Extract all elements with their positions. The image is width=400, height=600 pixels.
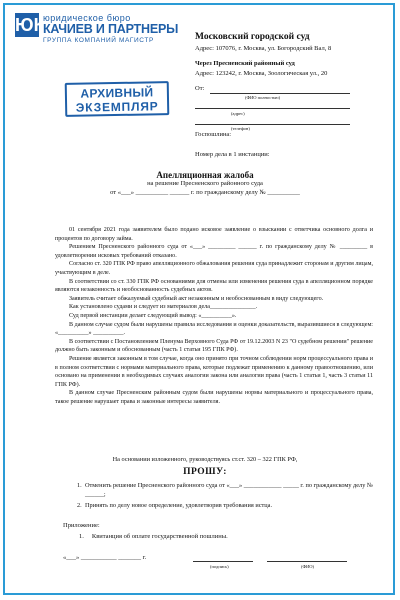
fio-line <box>210 93 350 94</box>
state-duty-label: Госпошлина: <box>195 131 232 138</box>
paragraph: 01 сентября 2021 года заявителем было подано исковое заявление о взыскании с ответчика основного долга и процентов по договору займа. <box>55 227 373 242</box>
document-title: Апелляционная жалоба <box>156 170 254 180</box>
logo-tagline-top: юридическое бюро <box>43 13 131 23</box>
from-label: От: <box>195 85 205 92</box>
paragraph: В данном случае Пресненским районным судом были нарушены нормы материального и процессуального права, такое решение нарушает права и законные интересы заявителя. <box>55 390 373 405</box>
fio-hint: (ФИО полностью) <box>245 95 281 100</box>
address-line <box>195 108 350 109</box>
request-item-1: 1. Отменить решение Пресненского районного суда от «___» ____________ _____ г. по гражданскому делу № ______; <box>77 482 373 498</box>
basis-line: На основании изложенного, руководствуясь ст.ст. 320 – 322 ГПК РФ, <box>112 456 298 463</box>
request-item-2: 2. Принять по делу новое определение, удовлетворив требования истца. <box>77 502 273 509</box>
complaint-body <box>55 226 373 406</box>
document-page <box>3 3 395 595</box>
case-number-label: Номер дела в 1 инстанции: <box>195 151 270 158</box>
court-address: Адрес: 107076, г. Москва, ул. Богородский Вал, 8 <box>195 45 332 52</box>
address-hint: (адрес) <box>231 111 245 116</box>
request-text: Отменить решение Пресненского районного суда от «___» ____________ _____ г. по гражданскому делу № ______; <box>85 482 373 498</box>
document-subtitle-1: на решение Пресненского районного суда <box>147 180 263 187</box>
paragraph: В данном случае судом были нарушены правила исследования и оценки доказательств, выразившиеся в следующем: «__________» __________. <box>55 321 373 337</box>
via-court-name: Через Пресненский районный суд <box>195 60 295 67</box>
request-heading: ПРОШУ: <box>183 467 227 477</box>
attachment-item: 1. Квитанция об оплате государственной пошлины. <box>79 533 228 540</box>
phone-hint: (телефон) <box>231 126 250 131</box>
logo-tagline-bottom: ГРУППА КОМПАНИЙ МАГИСТР <box>43 37 154 44</box>
via-court-address: Адрес: 123242, г. Москва, Зоологическая ул., 20 <box>195 70 328 77</box>
stamp-line-2: ЭКЗЕМПЛЯР <box>75 99 159 115</box>
stamp-line-1: АРХИВНЫЙ <box>80 85 154 101</box>
paragraph: Решением Пресненского районного суда от «___» _________ ______ г. по гражданскому делу № _________ в удовлетворении исковых требований отказано. <box>55 244 373 259</box>
paragraph: Решение является законным в том случае, когда оно принято при точном соблюдении норм процессуального права и в полном соответствии с нормами материального права, которые подлежат применению к данному правоотношению, или основано на применении в необходимых случаях аналогии закона или аналогии права (часть 1 статьи 1, часть 3 статьи 11 ГПК РФ). <box>55 355 373 388</box>
paragraph: Как установлено судами и следует из материалов дела_______________. <box>69 304 258 311</box>
logo-mark: ЮК <box>15 15 45 35</box>
paragraph: Суд первой инстанции делает следующий вывод: «__________». <box>69 312 237 319</box>
court-name: Московский городской суд <box>195 32 310 42</box>
signature-fio-hint: (ФИО) <box>301 564 315 569</box>
company-logo <box>15 13 187 43</box>
document-subtitle-2: от «___» __________ ______ г. по гражданскому делу № __________ <box>110 189 300 196</box>
paragraph: В соответствии со ст. 330 ГПК РФ основаниями для отмены или изменения решения суда в апелляционном порядке являются незаконность и необоснованность судебных актов. <box>55 278 373 294</box>
phone-line <box>195 124 350 125</box>
signature-date: «___» ___________ _______ г. <box>63 554 147 561</box>
fio-signature-line <box>267 561 347 562</box>
signature-hint: (подпись) <box>210 564 229 569</box>
logo-name: КАЧИЕВ И ПАРТНЕРЫ <box>43 22 179 36</box>
request-text: Принять по делу новое определение, удовлетворив требования истца. <box>85 502 273 509</box>
paragraph: В соответствии с Постановлением Пленума Верховного Суда РФ от 19.12.2003 N 23 "О судебном решении" решение должно быть законным и обоснованным (часть 1 статьи 195 ГПК РФ). <box>55 338 373 354</box>
paragraph: Согласно ст. 320 ГПК РФ право апелляционного обжалования решения суда принадлежит сторонам и другим лицам, участвующим в деле. <box>55 261 373 276</box>
paragraph: Заявитель считает обжалуемый судебный акт незаконным и необоснованным в виду следующего. <box>69 295 324 302</box>
archive-stamp <box>65 81 170 117</box>
signature-line <box>193 561 253 562</box>
attachments-label: Приложение: <box>63 522 100 529</box>
